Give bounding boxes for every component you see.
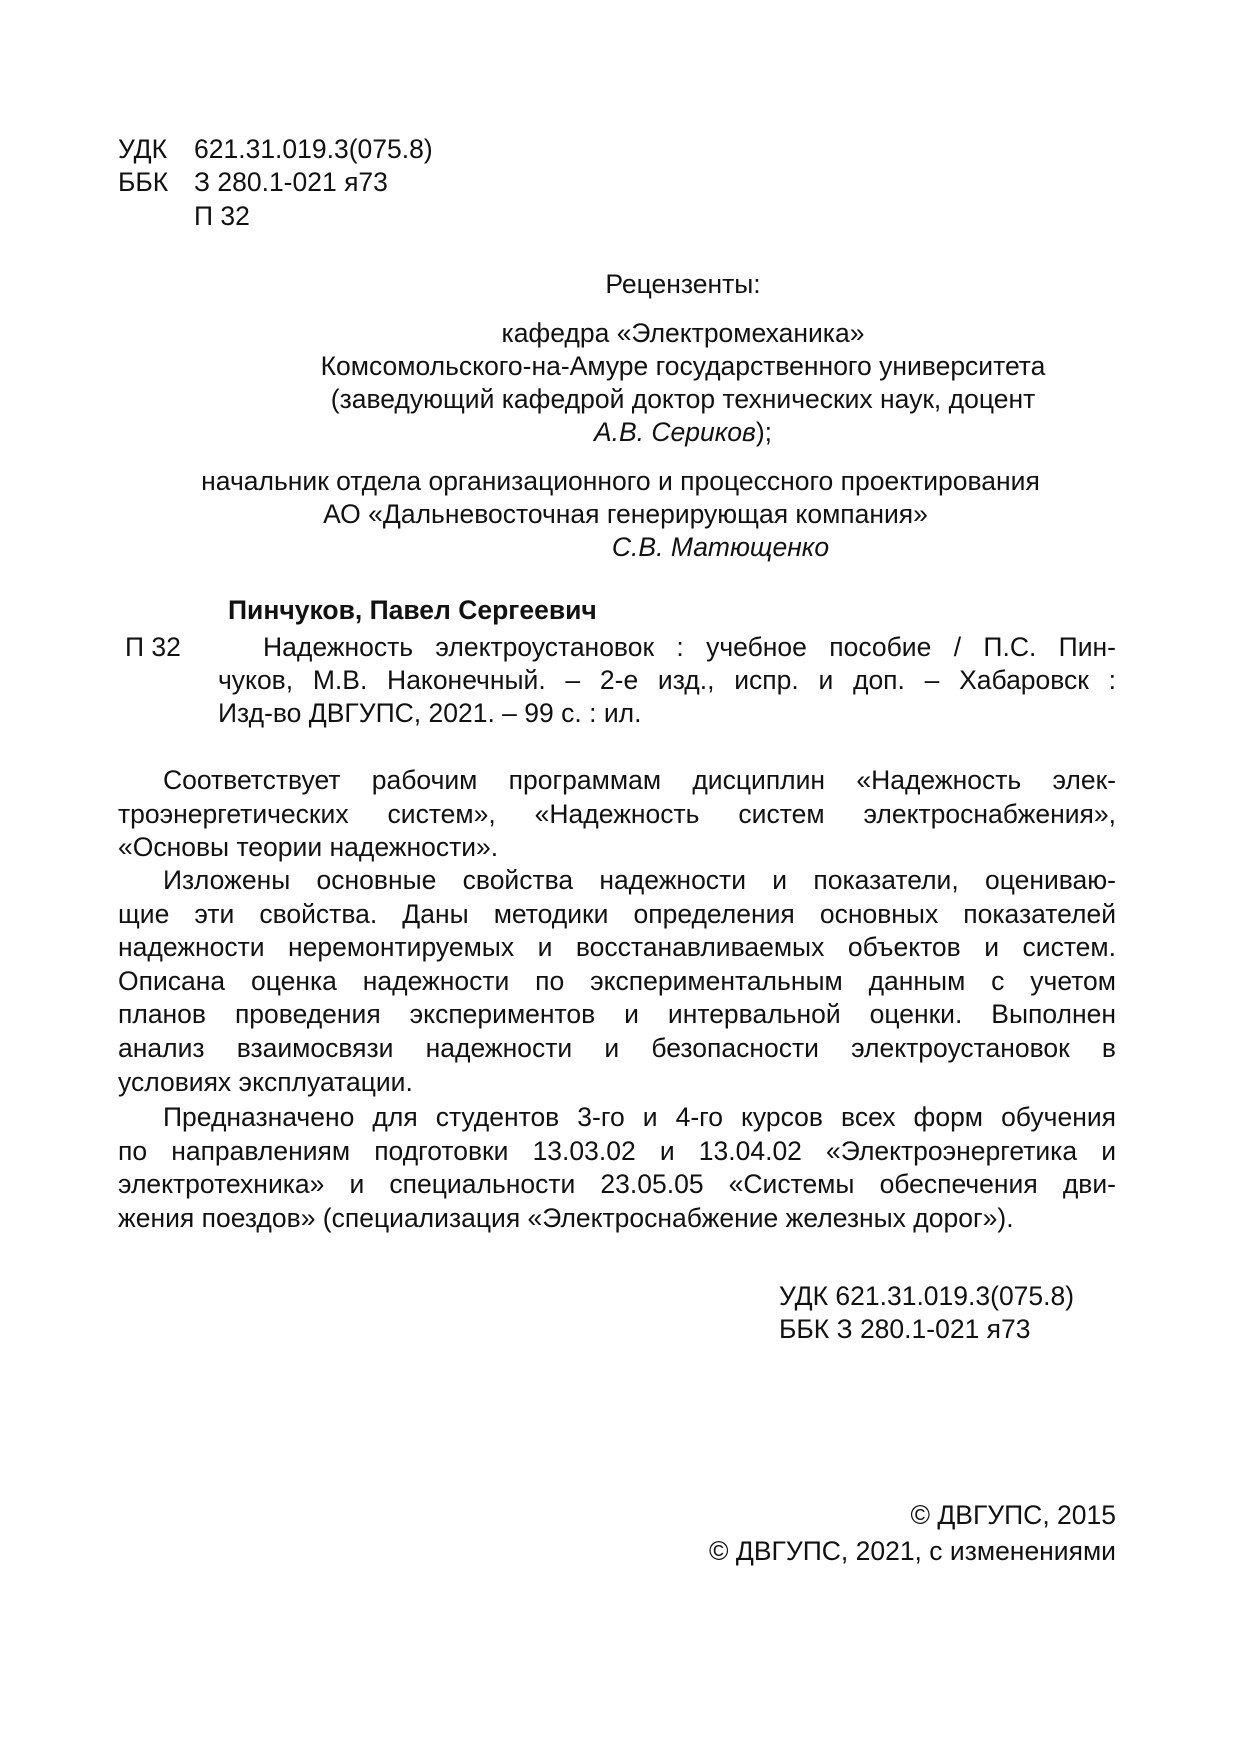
reviewer-first-suffix: ); (755, 417, 773, 447)
copyright-line-1: © ДВГУПС, 2015 (910, 1500, 1116, 1530)
record-line: Надежность электроустановок : учебное пособие / П.С. Пин- (263, 632, 1116, 662)
reviewer-second (0, 465, 1241, 564)
reviewer-first-line2: Комсомольского-на-Амуре государственного университета (320, 351, 1046, 381)
record-line: чуков, М.В. Наконечный. – 2-е изд., испр. и доп. – Хабаровск : (218, 665, 1116, 695)
record-line: Изд-во ДВГУПС, 2021. – 99 с. : ил. (218, 698, 642, 728)
bbk-value: З 280.1-021 я73 (194, 167, 388, 197)
reviewers-heading: Рецензенты: (605, 269, 761, 299)
record-code: П 32 (125, 632, 181, 662)
udk-label: УДК (118, 134, 168, 164)
reviewer-second-line2: АО «Дальневосточная генерирующая компания» (323, 499, 928, 529)
annotation-paragraph-1: Соответствует рабочим программам дисциплин «Надежность элек- троэнергетических систем», «Надежность систем электроснабжения», «Основы теории надежности». (118, 765, 1116, 863)
bbk-row (118, 166, 388, 199)
bottom-codes (779, 1280, 1074, 1346)
annotation-paragraph-3: Предназначено для студентов 3-го и 4-го курсов всех форм обучения по направлениям подготовки 13.03.02 и 13.04.02 «Электроэнергетика и электротехника» и специальности 23.05.05 «Системы обеспечения дви- жения поездов» (специализация «Электроснабжение железных дорог»). (118, 1102, 1116, 1233)
reviewer-first (0, 317, 1241, 449)
bottom-bbk: ББК З 280.1-021 я73 (779, 1314, 1031, 1344)
reviewer-first-line3: (заведующий кафедрой доктор технических наук, доцент (330, 384, 1036, 414)
record-author: Пинчуков, Павел Сергеевич (228, 595, 597, 625)
author-mark: П 32 (194, 201, 250, 231)
record-description (218, 631, 1116, 730)
annotation-paragraph-2: Изложены основные свойства надежности и показатели, оцениваю- щие эти свойства. Даны методики определения основных показателей надежности неремонтируемых и восстанавливаемых объектов и систем. Описана оценка надежности по экспериментальным данным с учетом планов проведения экспериментов и интервальной оценки. Выполнен анализ взаимосвязи надежности и безопасности электроустановок в условиях эксплуатации. (118, 865, 1116, 1097)
bbk-label: ББК (118, 167, 169, 197)
udk-value: 621.31.019.3(075.8) (194, 134, 433, 164)
reviewer-first-name-line (0, 416, 1241, 449)
udk-row (118, 133, 433, 166)
reviewer-first-line1: кафедра «Электромеханика» (501, 318, 865, 348)
reviewer-first-name: А.В. Сериков (593, 417, 756, 447)
copyright-line-2: © ДВГУПС, 2021, с изменениями (709, 1536, 1116, 1566)
bottom-udk: УДК 621.31.019.3(075.8) (779, 1281, 1075, 1311)
reviewer-second-line1: начальник отдела организационного и процессного проектирования (201, 466, 1040, 496)
reviewer-second-name: С.В. Матющенко (611, 532, 830, 562)
